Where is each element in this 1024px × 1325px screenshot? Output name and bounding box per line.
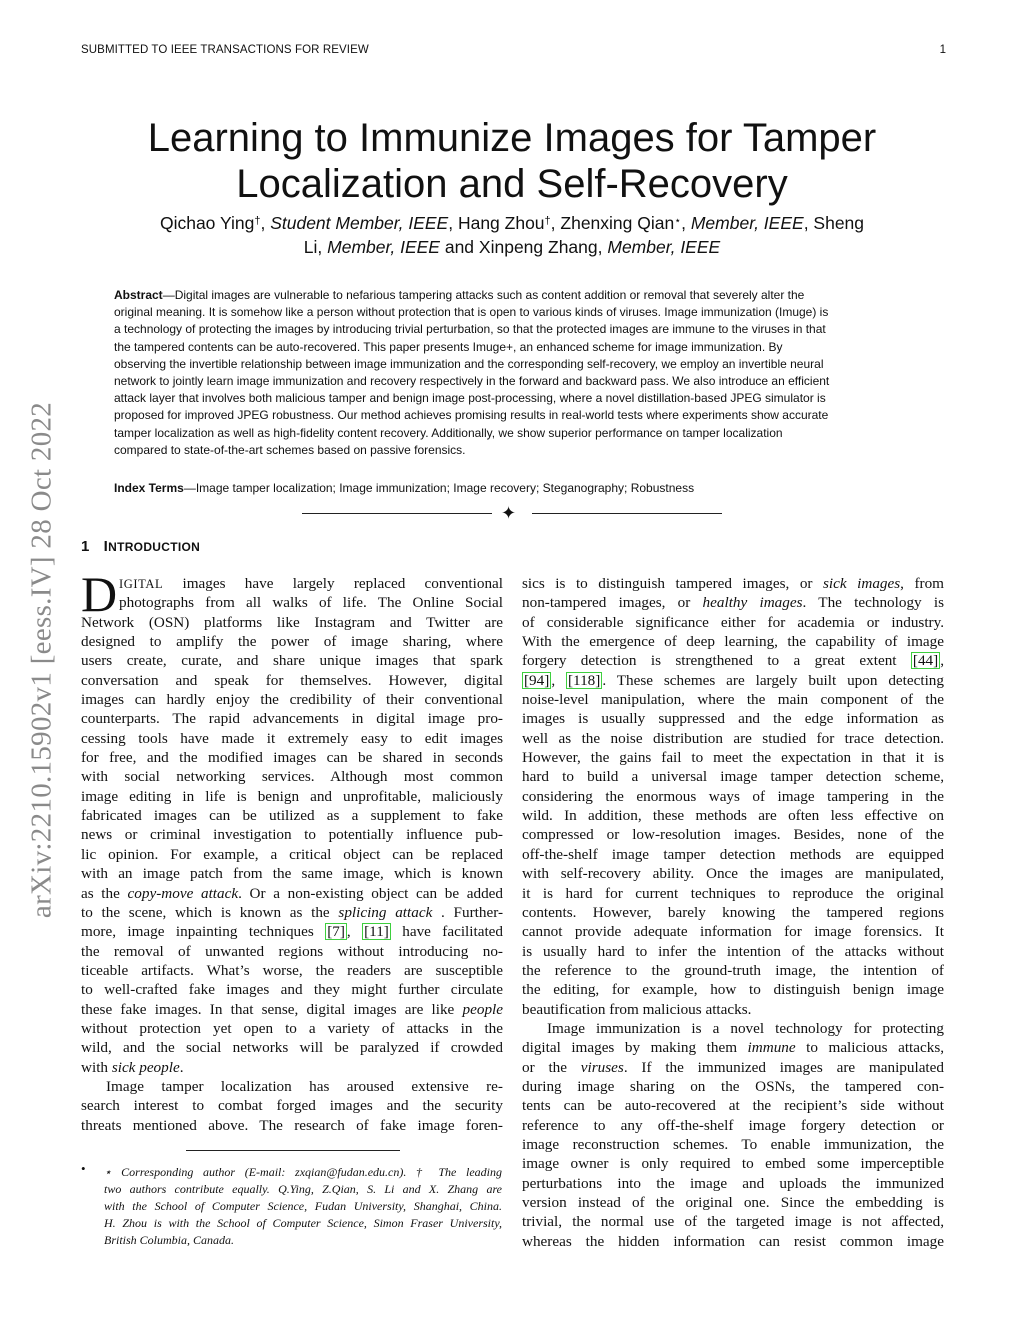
author-name: Li <box>303 237 318 257</box>
separator-rule-left <box>302 513 492 514</box>
body-text: it is hard for current techniques to reproduce the original <box>522 884 944 902</box>
author-list <box>100 211 924 259</box>
body-text: the reference to the ground-truth image, the intention of <box>522 961 944 979</box>
author-affiliation: Member, IEEE <box>607 237 721 257</box>
body-text: cannot provide adequate information for image forensics. It <box>522 923 944 941</box>
author-name: Sheng <box>813 213 865 233</box>
abstract-text: compared to state-of-the-art schemes based on passive forensics. <box>114 442 466 457</box>
body-text: Network (OSN) platforms like Instagram and Twitter are <box>81 613 503 631</box>
abstract-text: attack layer that involves both malicious tamper and benign image post-processing, where a novel distillation-based JPEG simulator is <box>114 391 826 406</box>
body-text: as the copy-move attack. Or a non-existing object can be added <box>81 884 503 902</box>
body-text: to the scene, which is known as the splicing attack . Further- <box>81 903 504 921</box>
dagger-mark: † <box>544 215 551 227</box>
index-terms-label: Index Terms <box>114 481 184 495</box>
body-text: images can hardly enjoy the credibility of their conventional <box>81 691 503 709</box>
body-text: image reconstruction schemes. To enable immunization, the <box>522 1135 944 1153</box>
body-text: tents can be auto-recovered at the recipient’s side without <box>522 1097 944 1115</box>
body-text: perturbations into the image and uploads the immunized <box>522 1174 944 1192</box>
author-name: Xinpeng Zhang <box>478 237 598 257</box>
body-text: threats mentioned above. The research of fake image foren- <box>81 1116 503 1134</box>
body-text: well as the noise distribution are studied for trace detection. <box>522 729 944 747</box>
index-terms: Index Terms—Image tamper localization; Image immunization; Image recovery; Steganography; Robustness <box>114 481 695 495</box>
body-text: non-tampered images, or healthy images. The technology is <box>522 594 945 612</box>
body-text: images is usually suppressed and the edge information as <box>522 710 944 728</box>
footnote-text: British Columbia, Canada. <box>104 1233 235 1247</box>
body-text: Image tamper localization has aroused extensive re- <box>106 1077 503 1095</box>
body-text: photographs from all walks of life. The Online Social <box>119 594 503 612</box>
body-text: beautification from malicious attacks. <box>522 1000 752 1018</box>
body-text: fabricated images can be utilized as a supplement to fake <box>81 807 503 825</box>
author-name: Zhenxing Qian <box>560 213 675 233</box>
author-affiliation: Student Member, IEEE <box>270 213 449 233</box>
body-text: news or criminal investigation to potentially influence pub- <box>81 826 503 844</box>
body-text: compressed or low-resolution images. Besides, none of the <box>522 826 944 844</box>
footnote-text: H. Zhou is with the School of Computer Science, Simon Fraser University, <box>104 1216 502 1230</box>
body-text: conversation and speak for themselves. However, digital <box>81 671 503 689</box>
abstract-label: Abstract <box>114 288 163 302</box>
body-text: during image sharing on the OSNs, the tampered con- <box>522 1077 944 1095</box>
body-text: hard to build a universal image tamper detection scheme, <box>522 768 944 786</box>
body-text: images have largely replaced conventional <box>182 575 504 592</box>
body-text: However, the gains fail to meet the expectation in that it is <box>522 749 944 767</box>
body-text: reference to any off-the-shelf image forgery detection or <box>522 1116 944 1134</box>
author-line-1: Qichao Ying†, Student Member, IEEE, Hang Zhou†, Zhenxing Qian⋆, Member, IEEE, Sheng <box>159 213 865 233</box>
section-heading <box>81 538 200 555</box>
drop-cap-smallcaps: IGITAL <box>119 577 164 591</box>
body-text: counterparts. The rapid advancements in digital image pro- <box>81 710 503 728</box>
author-conjunction: and <box>444 237 475 257</box>
right-column-body <box>522 574 944 1251</box>
index-terms-text: Image tamper localization; Image immunization; Image recovery; Steganography; Robustness <box>195 481 695 495</box>
body-text: [94] , [118] . These schemes are largely built upon detecting <box>524 671 944 689</box>
body-text: search interest to combat forged images and the security <box>81 1097 503 1115</box>
separator-rule-right <box>532 513 722 514</box>
body-text: cessing tools have made it extremely easy to edit images <box>81 729 503 747</box>
body-text: designed to amplify the power of image sharing, where <box>81 633 503 651</box>
title-line-1: Learning to Immunize Images for Tamper <box>147 115 877 160</box>
abstract-text: original meaning. It is somehow like a person without protection that is open to various kinds of viruses. Image immunization (Imuge) is <box>114 305 829 320</box>
abstract-text: tamper localization as well as high-fidelity content recovery. Additionally, we show superior performance on tamper localization <box>114 425 783 440</box>
body-text: image owner is only required to embed some imperceptible <box>522 1155 944 1173</box>
body-text: is usually hard to infer the intention of the attacks without <box>522 942 944 960</box>
body-text: image editing in life is benign and unprofitable, maliciously <box>81 787 503 805</box>
author-affiliation: Member, IEEE <box>327 237 440 257</box>
body-text: forgery detection is strengthened to a great extent [44] , <box>522 652 945 670</box>
body-text: wild, and the social networks will be paralyzed if crowded <box>81 1039 503 1057</box>
abstract-text: the tampered contents can be auto-recovered. This paper presents Imuge+, an enhanced scheme for image immunization. By <box>114 339 783 354</box>
body-text: these fake images. In that sense, digital images are like people <box>81 1000 503 1018</box>
star-mark: ⋆ <box>674 215 682 227</box>
footnote-text: two authors contribute equally. Q.Ying, Z.Qian, S. Li and X. Zhang are <box>104 1182 502 1196</box>
abstract-text: proposed for improved JPEG robustness. Our method achieves promising results in real-world tests where experiments show accurate <box>114 408 829 423</box>
footnote-rule <box>186 1150 400 1151</box>
body-text: ticeable artifacts. What’s worse, the readers are susceptible <box>81 961 503 979</box>
abstract-text: observing the invertible relationship between image immunization and the corresponding self-recovery, we employ an invertible neural <box>114 356 824 371</box>
footnote-text: with the School of Computer Science, Fudan University, Shanghai, China. <box>104 1199 502 1213</box>
separator-star-icon: ✦ <box>501 503 517 523</box>
citation-link[interactable]: [94] <box>524 671 550 689</box>
page-number: 1 <box>939 44 946 56</box>
author-name: Qichao Ying <box>159 213 255 233</box>
body-text: off-the-shelf image tamper detection methods are equipped <box>522 845 944 863</box>
author-line-2: Li, Member, IEEE and Xinpeng Zhang, Member, IEEE <box>303 237 721 257</box>
citation-link[interactable]: [118] <box>567 671 601 689</box>
body-text: sics is to distinguish tampered images, or sick images, from <box>522 575 944 592</box>
citation-link[interactable]: [7] <box>327 923 345 941</box>
body-text: with self-recovery ability. Once the images are manipulated, <box>522 865 944 883</box>
body-text: or the viruses. If the immunized images are manipulated <box>522 1058 944 1076</box>
body-text: digital images by making them immune to malicious attacks, <box>522 1039 945 1057</box>
body-text: for free, and the modified images can be shared in seconds <box>81 749 503 767</box>
left-column-body <box>81 566 504 1135</box>
body-text: of considerable significance either for academia or industry. <box>522 613 944 631</box>
body-text: with sick people. <box>81 1058 184 1076</box>
abstract-text: Digital images are vulnerable to nefarious tampering attacks such as content addition or removal that severely alter the <box>174 288 805 302</box>
section-title-initial: I <box>103 538 109 555</box>
body-text: contents. However, barely knowing the tampered regions <box>522 903 944 921</box>
body-text: the removal of unwanted regions without introducing no- <box>81 942 503 960</box>
footnote-text: ⋆ Corresponding author (E-mail: zxqian@fudan.edu.cn). † The leading <box>104 1165 502 1179</box>
body-text: lic opinion. For example, a critical object can be replaced <box>81 845 503 863</box>
body-text: Image immunization is a novel technology for protecting <box>547 1019 944 1037</box>
title-line-2: Localization and Self-Recovery <box>236 161 788 206</box>
body-text: version instead of the original one. Since the embedding is <box>522 1194 944 1211</box>
body-text: wild. In addition, these methods are often less effective on <box>522 807 944 825</box>
running-header: SUBMITTED TO IEEE TRANSACTIONS FOR REVIEW <box>81 44 369 56</box>
body-text: considering the enormous ways of image tampering in the <box>522 787 944 805</box>
body-text: With the emergence of deep learning, the capability of image <box>522 633 944 651</box>
body-text: users create, curate, and share unique images that spark <box>81 652 503 670</box>
paper-title <box>100 115 924 207</box>
abstract-text: a technology of protecting the images by introducing trivial perturbation, so that the protected images are immune to the viruses in that <box>114 322 826 337</box>
body-text: with social networking services. Although most common <box>81 768 503 786</box>
body-text: trivial, the normal use of the targeted image is not affected, <box>522 1213 944 1231</box>
body-text: whereas the hidden information can resist common image <box>522 1232 944 1250</box>
body-text: without protection yet open to a variety of attacks in the <box>81 1019 503 1037</box>
author-name: Hang Zhou <box>457 213 545 233</box>
author-affiliation: Member, IEEE <box>690 213 804 233</box>
section-title-rest: NTRODUCTION <box>108 540 201 554</box>
body-text: noise-level manipulation, where the main component of the <box>522 691 944 709</box>
drop-cap-letter: D <box>81 566 118 622</box>
abstract-text: network to jointly learn image immunization and recovery respectively in the forward and backward pass. We also introduce an efficient <box>114 374 830 389</box>
section-number: 1 <box>81 538 90 555</box>
abstract: Abstract—Digital images are vulnerable to nefarious tampering attacks such as content addition or removal that severely alter the original meaning. It is somehow like a person without protection that is open to various kinds of viruses. Image immunization (Imuge) is a technology of protecting the images by introducing trivial perturbation, so that the protected images are immune to the viruses in that the tampered contents can be auto-recovered. This paper presents Imuge+, an enhanced scheme for image immunization. By observing the invertible relationship between image immunization and the corresponding self-recovery, we employ an invertible neural network to jointly learn image immunization and recovery respectively in the forward and backward pass. We also introduce an efficient attack layer that involves both malicious tamper and benign image post-processing, where a novel distillation-based JPEG simulator is proposed for improved JPEG robustness. Our method achieves promising results in real-world tests where experiments show accurate tamper localization as well as high-fidelity content recovery. Additionally, we show superior performance on tamper localization compared to state-of-the-art schemes based on passive forensics. <box>114 287 911 459</box>
arxiv-identifier-stamp: arXiv:2210.15902v1 [eess.IV] 28 Oct 2022 <box>25 401 58 919</box>
body-text: with an image patch from the same image, which is known <box>81 865 503 883</box>
body-text: more, image inpainting techniques [7] , [11] have facilitated <box>81 923 504 941</box>
footnote-bullet: • <box>81 1161 86 1176</box>
body-text: the editing, for example, how to distinguish benign image <box>522 981 944 999</box>
body-text: to well-crafted fake images and they might further circulate <box>81 981 503 999</box>
dagger-mark: † <box>254 215 261 227</box>
footnote <box>104 1164 502 1249</box>
citation-link[interactable]: [44] <box>912 652 939 670</box>
citation-link[interactable]: [11] <box>364 923 389 941</box>
